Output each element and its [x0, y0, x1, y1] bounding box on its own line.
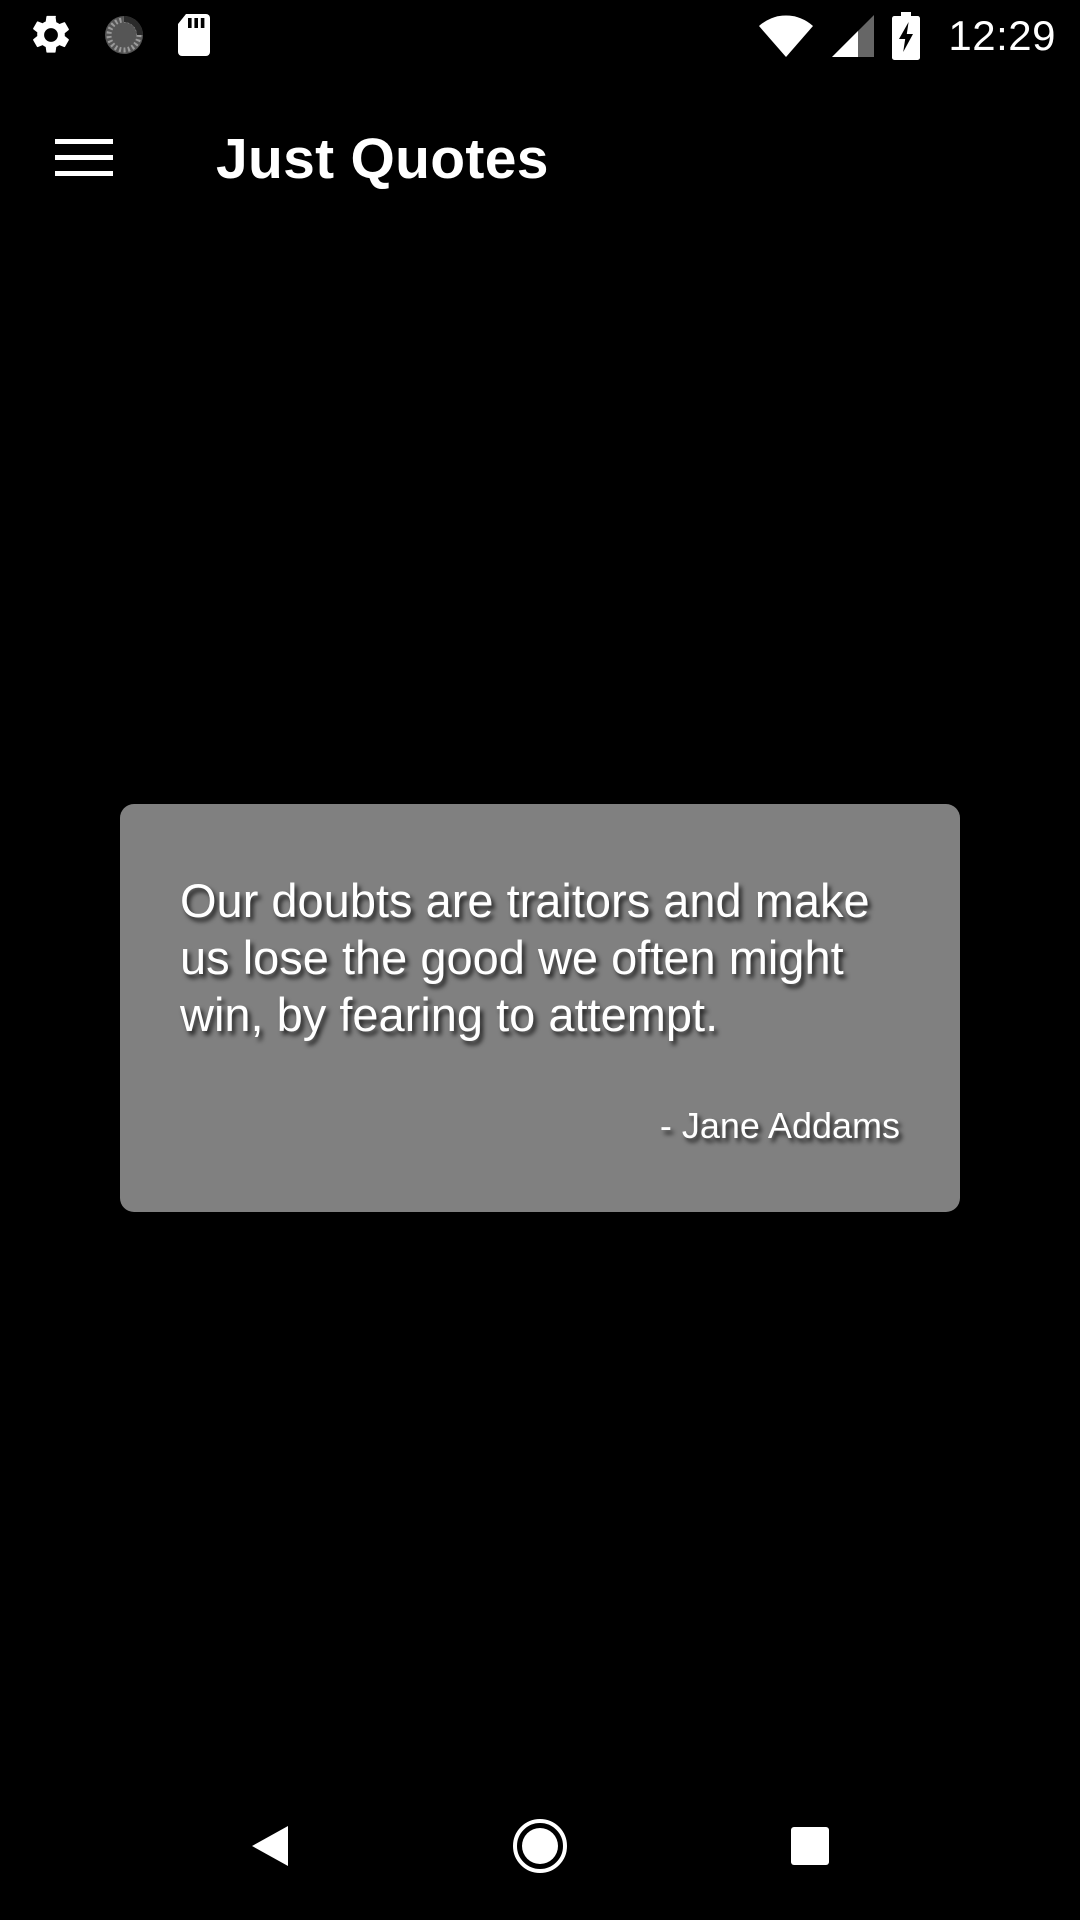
app-title: Just Quotes [216, 127, 549, 191]
hamburger-menu-icon [55, 137, 113, 184]
battery-charging-icon [892, 12, 920, 60]
quote-author: - Jane Addams [659, 1105, 900, 1146]
status-left-icons [28, 12, 214, 58]
status-clock: 12:29 [948, 12, 1056, 59]
back-icon [250, 1824, 290, 1873]
home-icon [512, 1818, 568, 1879]
settings-icon [28, 12, 74, 58]
sd-card-icon [174, 12, 214, 58]
menu-button[interactable] [40, 116, 128, 204]
quote-text: Our doubts are traitors and make us lose the good we often might win, by fearing to attempt. [180, 874, 870, 1041]
quote-card[interactable] [120, 804, 960, 1212]
status-right-icons [758, 10, 1056, 62]
home-button[interactable] [460, 1776, 620, 1920]
navigation-bar [0, 1776, 1080, 1920]
status-bar [0, 0, 1080, 72]
recents-icon [790, 1826, 830, 1871]
cell-signal-icon [832, 13, 874, 59]
recents-button[interactable] [730, 1776, 890, 1920]
loading-icon [102, 13, 146, 57]
app-bar [0, 72, 1080, 244]
back-button[interactable] [190, 1776, 350, 1920]
wifi-icon [758, 13, 814, 59]
